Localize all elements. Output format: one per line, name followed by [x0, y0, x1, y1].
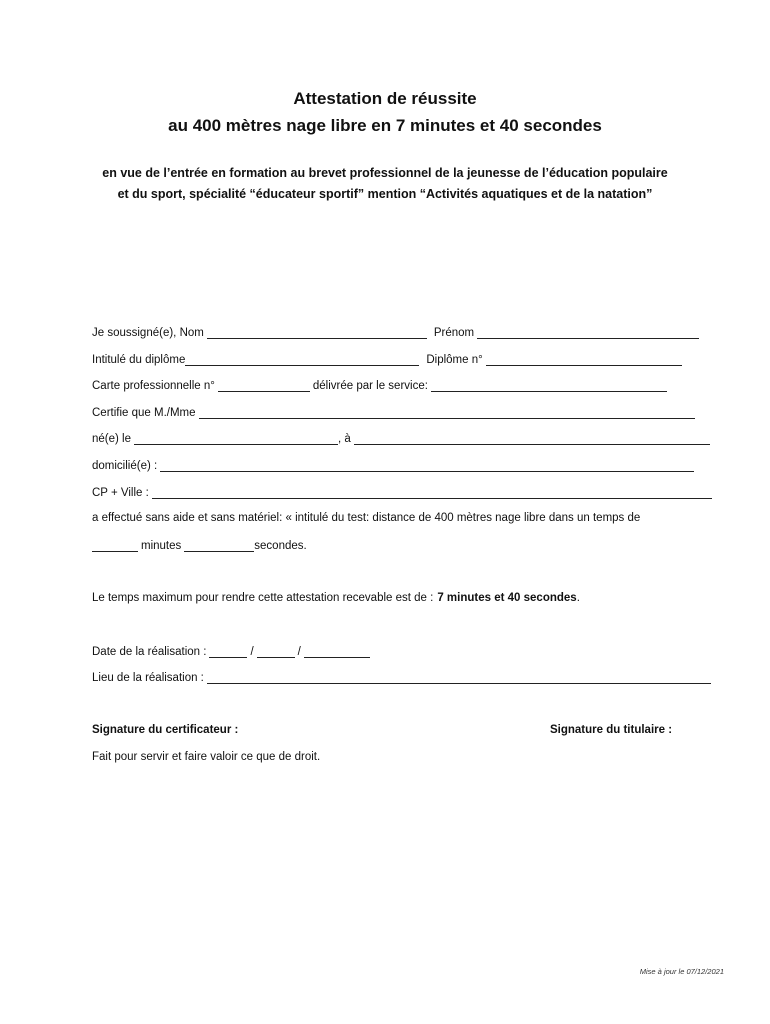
a-label: , à — [338, 433, 351, 445]
diplome-row — [92, 353, 685, 366]
document-title: Attestation de réussite — [293, 89, 477, 108]
carte-field[interactable] — [218, 379, 310, 392]
cp-row — [92, 486, 715, 499]
signature-certificateur: Signature du certificateur : — [92, 724, 239, 736]
carte-row — [92, 379, 670, 392]
subtitle-line2: et du sport, spécialité “éducateur sportif” mention “Activités aquatiques et de la natation” — [117, 187, 653, 201]
domicile-row — [92, 459, 697, 472]
date-year-field[interactable] — [304, 645, 370, 658]
fait-text: Fait pour servir et faire valoir ce que de droit. — [92, 751, 321, 763]
date-day-field[interactable] — [209, 645, 247, 658]
date-month-field[interactable] — [257, 645, 295, 658]
test-row — [92, 512, 640, 524]
delivree-label: délivrée par le service: — [312, 380, 428, 392]
certifie-label: Certifie que M./Mme — [92, 407, 196, 419]
test-text: a effectué sans aide et sans matériel: « intitulé du test: distance de 400 mètres nage libre dans un temps de — [92, 512, 641, 524]
diplome-label: Intitulé du diplôme — [92, 354, 186, 366]
prenom-label: Prénom — [433, 327, 475, 339]
duree-row — [92, 539, 307, 552]
secondes-field[interactable] — [184, 539, 254, 552]
update-date: Mise à jour le 07/12/2021 — [639, 967, 724, 976]
delivree-field[interactable] — [431, 379, 667, 392]
diplome-no-label: Diplôme n° — [426, 354, 483, 366]
diplome-no-field[interactable] — [486, 353, 682, 366]
cp-label: CP + Ville : — [92, 487, 149, 499]
cp-field[interactable] — [152, 486, 712, 499]
nom-label: Je soussigné(e), Nom — [92, 327, 204, 339]
prenom-field[interactable] — [477, 326, 699, 339]
certifie-field[interactable] — [199, 406, 695, 419]
nom-row — [92, 326, 702, 339]
certifie-row — [92, 406, 698, 419]
carte-label: Carte professionnelle n° — [92, 380, 215, 392]
ne-label: né(e) le — [92, 433, 131, 445]
naissance-row — [92, 432, 713, 445]
date-row — [92, 645, 373, 658]
document-subtitle — [60, 163, 710, 205]
temps-text: Le temps maximum pour rendre cette attestation recevable est de : — [92, 592, 434, 604]
signature-titulaire: Signature du titulaire : — [550, 724, 673, 736]
diplome-field[interactable] — [185, 353, 419, 366]
nom-field[interactable] — [207, 326, 427, 339]
domicilie-field[interactable] — [160, 459, 694, 472]
subtitle-line1: en vue de l’entrée en formation au brevet professionnel de la jeunesse de l’éducation populaire — [102, 166, 668, 180]
ne-lieu-field[interactable] — [354, 432, 710, 445]
date-sep-2: / — [297, 646, 301, 658]
temps-value: 7 minutes et 40 secondes — [437, 592, 577, 604]
domicilie-label: domicilié(e) : — [92, 460, 158, 472]
minutes-label: minutes — [141, 540, 182, 552]
temps-suffix: . — [576, 592, 580, 604]
document-title-line2: au 400 mètres nage libre en 7 minutes et 40 secondes — [168, 116, 602, 135]
lieu-row — [92, 671, 714, 684]
secondes-label: secondes. — [254, 540, 307, 552]
date-label: Date de la réalisation : — [92, 646, 207, 658]
minutes-field[interactable] — [92, 539, 138, 552]
lieu-label: Lieu de la réalisation : — [92, 672, 204, 684]
lieu-field[interactable] — [207, 671, 711, 684]
date-sep-1: / — [250, 646, 254, 658]
temps-row — [92, 592, 580, 604]
ne-date-field[interactable] — [134, 432, 338, 445]
